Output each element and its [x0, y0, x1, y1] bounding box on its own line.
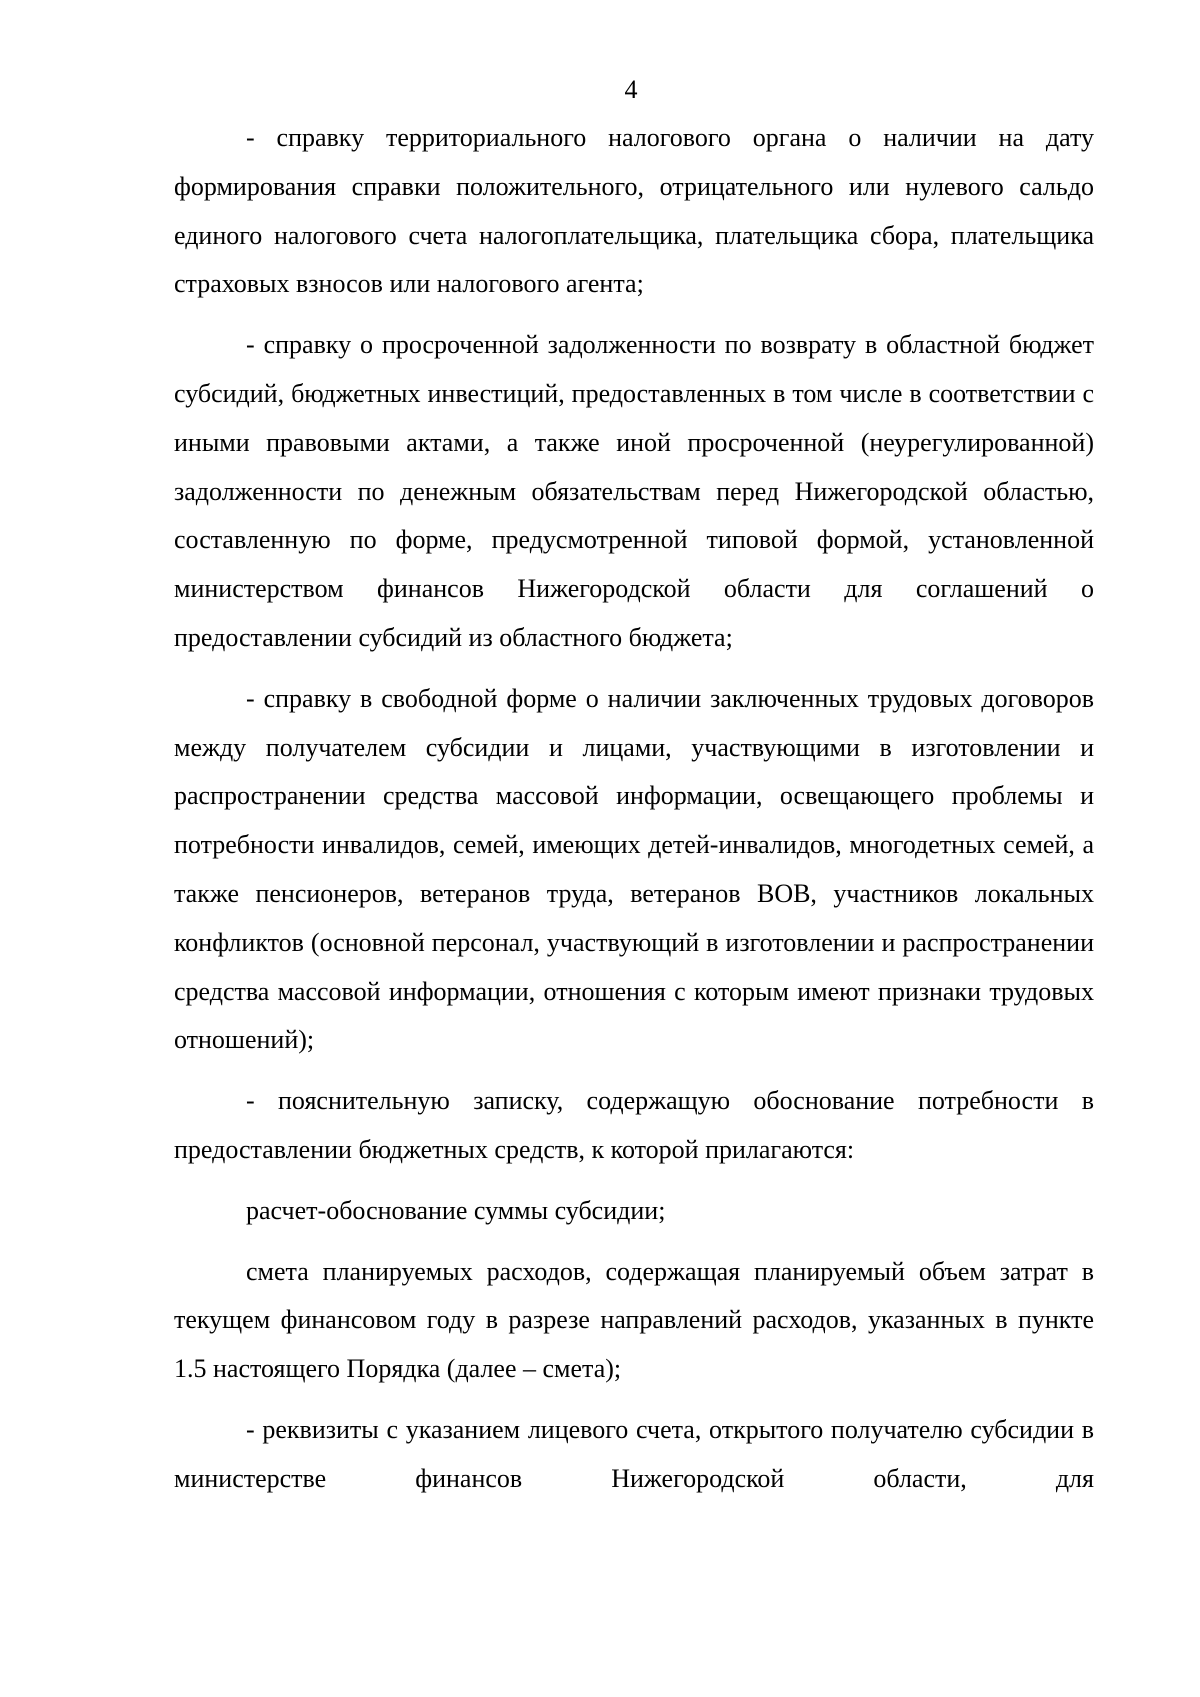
paragraph-tax-certificate: - справку территориального налогового органа о наличии на дату формирования справки положительного, отрицательного или нулевого сальдо единого налогового счета налогоплательщика, плательщика сбора, плательщика страховых взносов или налогового агента; — [174, 123, 1094, 299]
paragraph-labor-contracts-certificate: - справку в свободной форме о наличии заключенных трудовых договоров между получателем субсидии и лицами, участвующими в изготовлении и распространении средства массовой информации, освещающего проблемы и потребности инвалидов, семей, имеющих детей-инвалидов, многодетных семей, а также пенсионеров, ветеранов труда, ветеранов ВОВ, участников локальных конфликтов (основной персонал, участвующий в изготовлении и распространении средства массовой информации, отношения с которым имеют признаки трудовых отношений); — [174, 683, 1094, 1055]
document-body — [174, 114, 1094, 1504]
paragraph-explanatory-note: - пояснительную записку, содержащую обоснование потребности в предоставлении бюджетных средств, к которой прилагаются: — [174, 1086, 1094, 1164]
paragraph-overdue-debt-certificate: - справку о просроченной задолженности по возврату в областной бюджет субсидий, бюджетных инвестиций, предоставленных в том числе в соответствии с иными правовыми актами, а также иной просроченной (неурегулированной) задолженности по денежным обязательствам перед Нижегородской областью, составленную по форме, предусмотренной типовой формой, установленной министерством финансов Нижегородской области для соглашений о предоставлении субсидий из областного бюджета; — [174, 330, 1094, 652]
paragraph-expense-estimate: смета планируемых расходов, содержащая планируемый объем затрат в текущем финансовом году в разрезе направлений расходов, указанных в пункте 1.5 настоящего Порядка (далее – смета); — [174, 1256, 1094, 1384]
paragraph-subsidy-calculation: расчет-обоснование суммы субсидии; — [246, 1195, 666, 1225]
page-number: 4 — [624, 75, 638, 104]
paragraph-bank-details: - реквизиты с указанием лицевого счета, открытого получателю субсидии в министерстве финансов Нижегородской области, для — [174, 1414, 1094, 1493]
